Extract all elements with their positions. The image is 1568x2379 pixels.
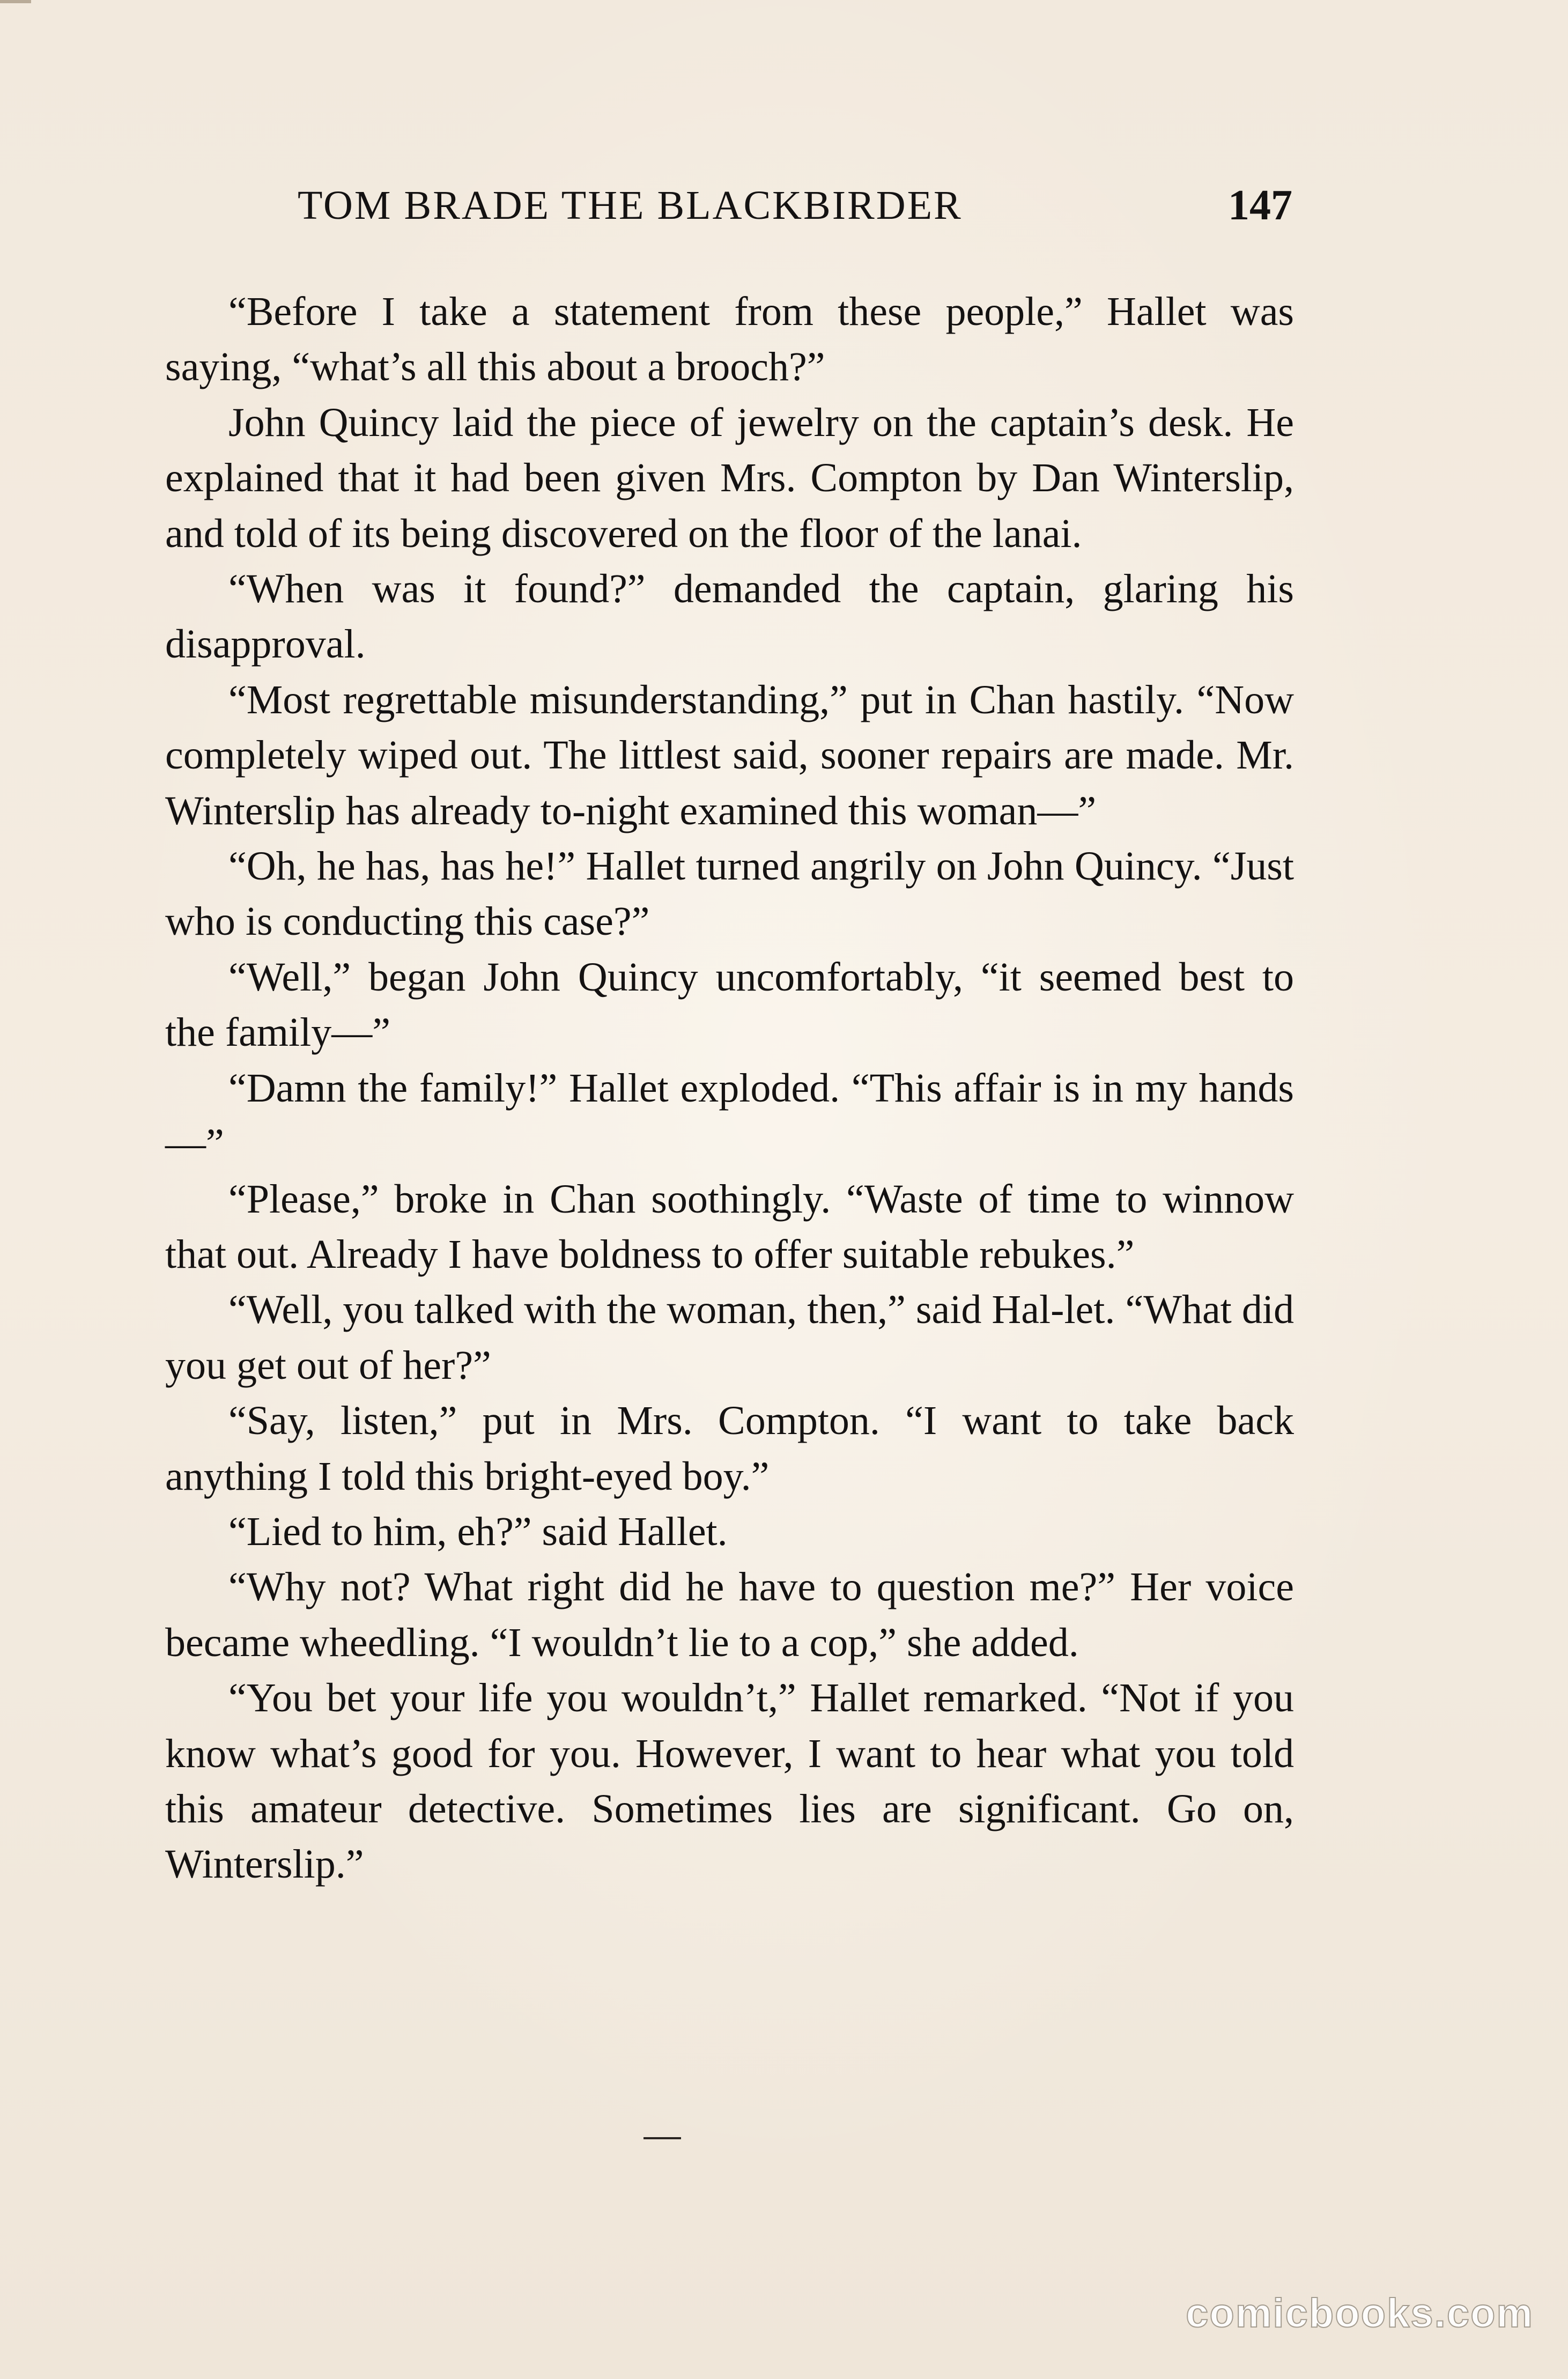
watermark: comicbooks.com xyxy=(1186,2291,1534,2336)
running-title: TOM BRADE THE BLACKBIRDER xyxy=(298,183,963,228)
paragraph: “You bet your life you wouldn’t,” Hallet remarked. “Not if you know what’s good for you. However, I want to hear what you told this amateur detective. Sometimes lies are significant. Go on, Winterslip.” xyxy=(165,1675,1294,1887)
paragraph: “Please,” broke in Chan soothingly. “Waste of time to winnow that out. Already I have boldness to offer suitable rebukes.” xyxy=(165,1176,1294,1277)
paragraph: “Before I take a statement from these people,” Hallet was saying, “what’s all this about a brooch?” xyxy=(165,289,1294,390)
paragraph: “Lied to him, eh?” said Hallet. xyxy=(228,1509,728,1554)
paragraph: “Oh, he has, has he!” Hallet turned angrily on John Quincy. “Just who is conducting this case?” xyxy=(165,844,1294,944)
page-header xyxy=(298,176,1292,235)
paragraph: “Well,” began John Quincy uncomfortably, “it seemed best to the family—” xyxy=(165,954,1294,1055)
body-text xyxy=(165,284,1294,1893)
paragraph: “Most regrettable misunderstanding,” put in Chan hastily. “Now completely wiped out. The littlest said, sooner repairs are made. Mr. Winterslip has already to-night examined this woman—” xyxy=(165,677,1294,833)
paragraph: John Quincy laid the piece of jewelry on the captain’s desk. He explained that it had been given Mrs. Compton by Dan Winterslip, and told of its being discovered on the floor of the lanai. xyxy=(165,400,1294,556)
paragraph: “Well, you talked with the woman, then,” said Hal-let. “What did you get out of her?” xyxy=(165,1287,1294,1388)
page-edge-mark xyxy=(0,0,31,3)
paragraph: “When was it found?” demanded the captain, glaring his disapproval. xyxy=(165,566,1294,667)
paragraph: “Why not? What right did he have to question me?” Her voice became wheedling. “I wouldn’t lie to a cop,” she added. xyxy=(165,1564,1294,1665)
paragraph: “Damn the family!” Hallet exploded. “This affair is in my hands—” xyxy=(165,1065,1294,1166)
section-end-rule xyxy=(644,2137,681,2139)
paragraph: “Say, listen,” put in Mrs. Compton. “I want to take back anything I told this bright-eyed boy.” xyxy=(165,1398,1294,1499)
page-number: 147 xyxy=(1228,182,1292,229)
